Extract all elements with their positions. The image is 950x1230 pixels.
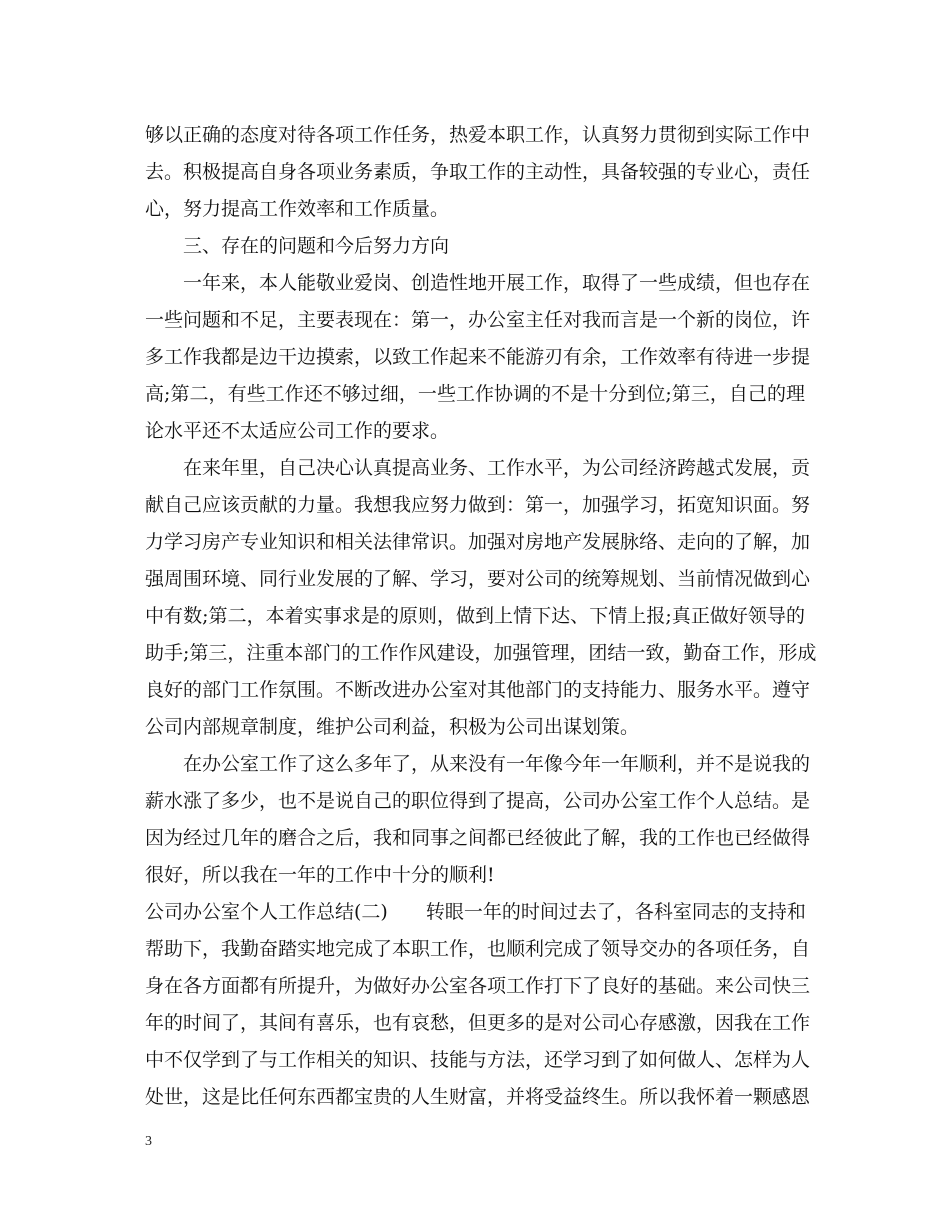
text-line: 中有数;第二，本着实事求是的原则，做到上情下达、下情上报;真正做好领导的	[145, 605, 805, 627]
text-line: 因为经过几年的磨合之后，我和同事之间都已经彼此了解，我的工作也已经做得	[145, 827, 811, 849]
text-line: 献自己应该贡献的力量。我想我应努力做到：第一，加强学习，拓宽知识面。努	[145, 494, 811, 516]
text-line: 在来年里，自己决心认真提高业务、工作水平，为公司经济跨越式发展，贡	[183, 457, 811, 479]
text-line: 良好的部门工作氛围。不断改进办公室对其他部门的支持能力、服务水平。遵守	[145, 679, 811, 701]
text-line: 薪水涨了多少，也不是说自己的职位得到了提高，公司办公室工作个人总结。是	[145, 790, 811, 812]
text-line: 高;第二，有些工作还不够过细，一些工作协调的不是十分到位;第三，自己的理	[145, 383, 805, 405]
text-line: 论水平还不太适应公司工作的要求。	[145, 420, 450, 442]
text-line: 一年来，本人能敬业爱岗、创造性地开展工作，取得了一些成绩，但也存在	[183, 272, 811, 294]
text-line: 处世，这是比任何东西都宝贵的人生财富，并将受益终生。所以我怀着一颗感恩	[145, 1086, 811, 1108]
text-line: 力学习房产专业知识和相关法律常识。加强对房地产发展脉络、走向的了解，加	[145, 531, 811, 553]
text-line: 去。积极提高自身各项业务素质，争取工作的主动性，具备较强的专业心，责任	[145, 161, 811, 183]
text-line: 多工作我都是边干边摸索，以致工作起来不能游刃有余，工作效率有待进一步提	[145, 346, 811, 368]
text-line: 强周围环境、同行业发展的了解、学习，要对公司的统筹规划、当前情况做到心	[145, 568, 811, 590]
text-line: 助手;第三，注重本部门的工作作风建设，加强管理，团结一致，勤奋工作，形成	[145, 642, 817, 664]
text-line: 身在各方面都有所提升，为做好办公室各项工作打下了良好的基础。来公司快三	[145, 975, 811, 997]
text-line: 年的时间了，其间有喜乐，也有哀愁，但更多的是对公司心存感激，因我在工作	[145, 1012, 811, 1034]
document-body	[145, 117, 817, 1116]
text-line: 一些问题和不足，主要表现在：第一，办公室主任对我而言是一个新的岗位，许	[145, 309, 811, 331]
section-title-line: 公司办公室个人工作总结(二) 转眼一年的时间过去了，各科室同志的支持和	[145, 901, 806, 923]
section-heading: 三、存在的问题和今后努力方向	[183, 235, 450, 257]
text-line: 在办公室工作了这么多年了，从来没有一年像今年一年顺利，并不是说我的	[183, 753, 811, 775]
text-line: 够以正确的态度对待各项工作任务，热爱本职工作，认真努力贯彻到实际工作中	[145, 124, 811, 146]
text-line: 很好，所以我在一年的工作中十分的顺利!	[145, 864, 495, 886]
text-line: 心，努力提高工作效率和工作质量。	[145, 198, 450, 220]
text-line: 中不仅学到了与工作相关的知识、技能与方法，还学习到了如何做人、怎样为人	[145, 1049, 811, 1071]
text-line: 帮助下，我勤奋踏实地完成了本职工作，也顺利完成了领导交办的各项任务，自	[145, 938, 811, 960]
page-number: 3	[145, 1134, 152, 1149]
text-line: 公司内部规章制度，维护公司利益，积极为公司出谋划策。	[145, 716, 640, 738]
